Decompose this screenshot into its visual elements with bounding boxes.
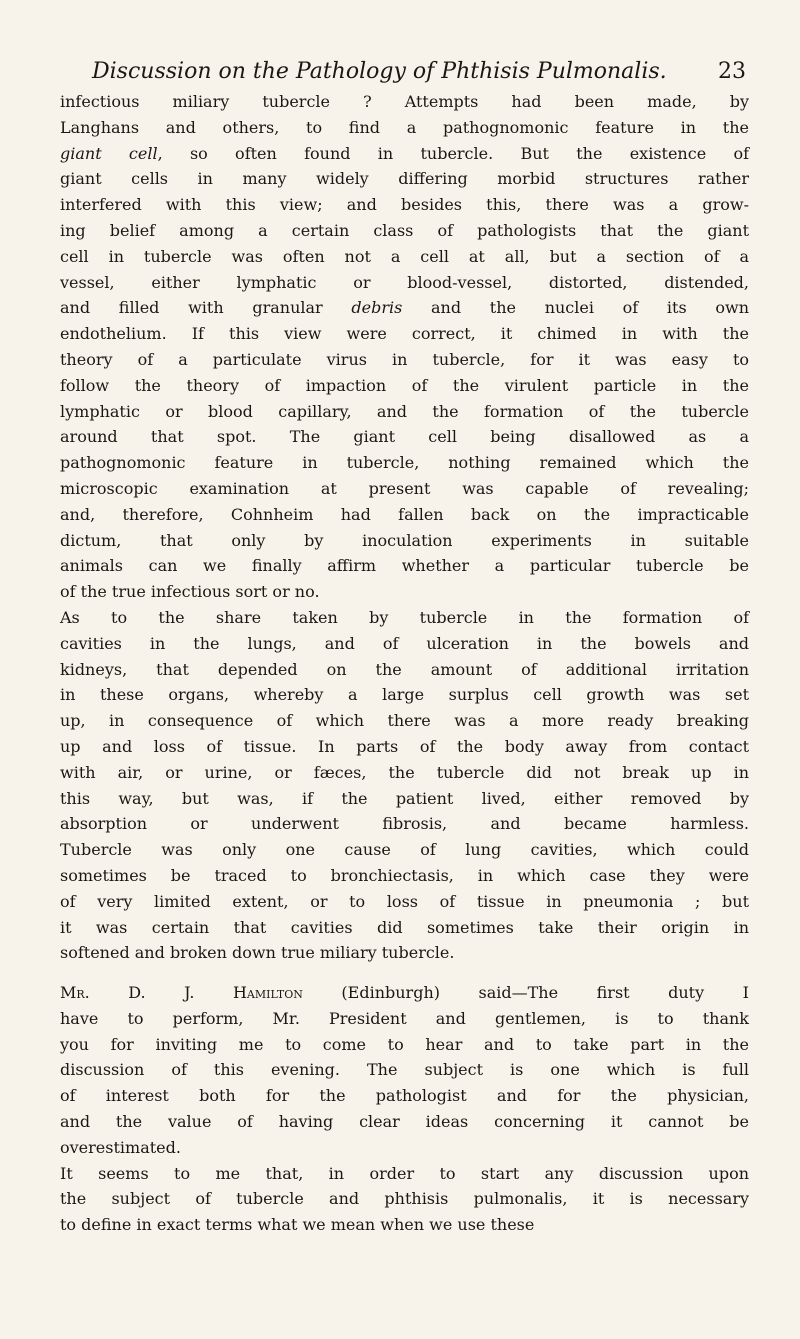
text-line: and the value of having clear ideas concerning it cannot be (60, 1112, 749, 1132)
text-line: kidneys, that depended on the amount of additional irritation (60, 659, 749, 679)
text-line: around that spot. The giant cell being disallowed as a (60, 427, 749, 447)
running-title: Discussion on the Pathology of Phthisis Pulmonalis. (92, 59, 667, 84)
text-line: theory of a particulate virus in tubercle, for it was easy to (60, 349, 749, 369)
text-line: endothelium. If this view were correct, it chimed in with the (60, 324, 749, 344)
text-line: to define in exact terms what we mean when we use these (60, 1215, 535, 1235)
text-line: microscopic examination at present was capable of revealing; (60, 478, 749, 498)
text-line: softened and broken down true miliary tubercle. (60, 943, 455, 963)
text-line: Langhans and others, to find a pathognomonic feature in the (60, 117, 749, 137)
text-line: absorption or underwent fibrosis, and became harmless. (60, 814, 749, 834)
text-line: in these organs, whereby a large surplus cell growth was set (60, 685, 749, 705)
text-line: ing belief among a certain class of pathologists that the giant (60, 220, 749, 240)
text-line: Mr. D. J. Hamilton (Edinburgh) said—The first duty I (60, 983, 749, 1003)
text-line: lymphatic or blood capillary, and the formation of the tubercle (60, 401, 749, 421)
text-line: of the true infectious sort or no. (60, 582, 320, 602)
text-line: animals can we finally affirm whether a particular tubercle be (60, 556, 749, 576)
text-line: the subject of tubercle and phthisis pulmonalis, it is necessary (60, 1189, 749, 1209)
text-line: of interest both for the pathologist and for the physician, (60, 1086, 749, 1106)
text-line: dictum, that only by inoculation experiments in suitable (60, 530, 749, 550)
text-line: with air, or urine, or fæces, the tubercle did not break up in (60, 762, 749, 782)
text-line: As to the share taken by tubercle in the formation of (60, 607, 749, 627)
text-line: giant cell, so often found in tubercle. But the existence of (60, 143, 749, 163)
page-number: 23 (718, 59, 746, 84)
text-line: discussion of this evening. The subject is one which is full (60, 1060, 749, 1080)
text-line: cavities in the lungs, and of ulceration in the bowels and (60, 633, 749, 653)
text-line: sometimes be traced to bronchiectasis, in which case they were (60, 865, 749, 885)
text-line: this way, but was, if the patient lived, either removed by (60, 788, 749, 808)
text-line: up, in consequence of which there was a more ready breaking (60, 711, 749, 731)
text-line: infectious miliary tubercle ? Attempts had been made, by (60, 92, 749, 111)
text-line: it was certain that cavities did sometimes take their origin in (60, 917, 749, 937)
text-line: and, therefore, Cohnheim had fallen back on the impracticable (60, 504, 749, 524)
text-line: It seems to me that, in order to start any discussion upon (60, 1163, 749, 1183)
text-line: up and loss of tissue. In parts of the body away from contact (60, 736, 749, 756)
text-line: and filled with granular debris and the nuclei of its own (60, 298, 749, 318)
text-line: giant cells in many widely differing morbid structures rather (60, 169, 749, 189)
text-line: you for inviting me to come to hear and to take part in the (60, 1034, 749, 1054)
text-line: vessel, either lymphatic or blood-vessel, distorted, distended, (60, 272, 749, 292)
text-line: overestimated. (60, 1137, 181, 1157)
text-line: of very limited extent, or to loss of tissue in pneumonia ; but (60, 891, 749, 911)
running-head (60, 52, 746, 92)
text-line: pathognomonic feature in tubercle, nothing remained which the (60, 453, 749, 473)
body-text (60, 92, 749, 1241)
text-line: Tubercle was only one cause of lung cavities, which could (60, 840, 749, 860)
text-line: follow the theory of impaction of the virulent particle in the (60, 375, 749, 395)
text-line: have to perform, Mr. President and gentlemen, is to thank (60, 1008, 749, 1028)
text-line: cell in tubercle was often not a cell at all, but a section of a (60, 246, 749, 266)
text-line: interfered with this view; and besides this, there was a grow- (60, 195, 749, 215)
